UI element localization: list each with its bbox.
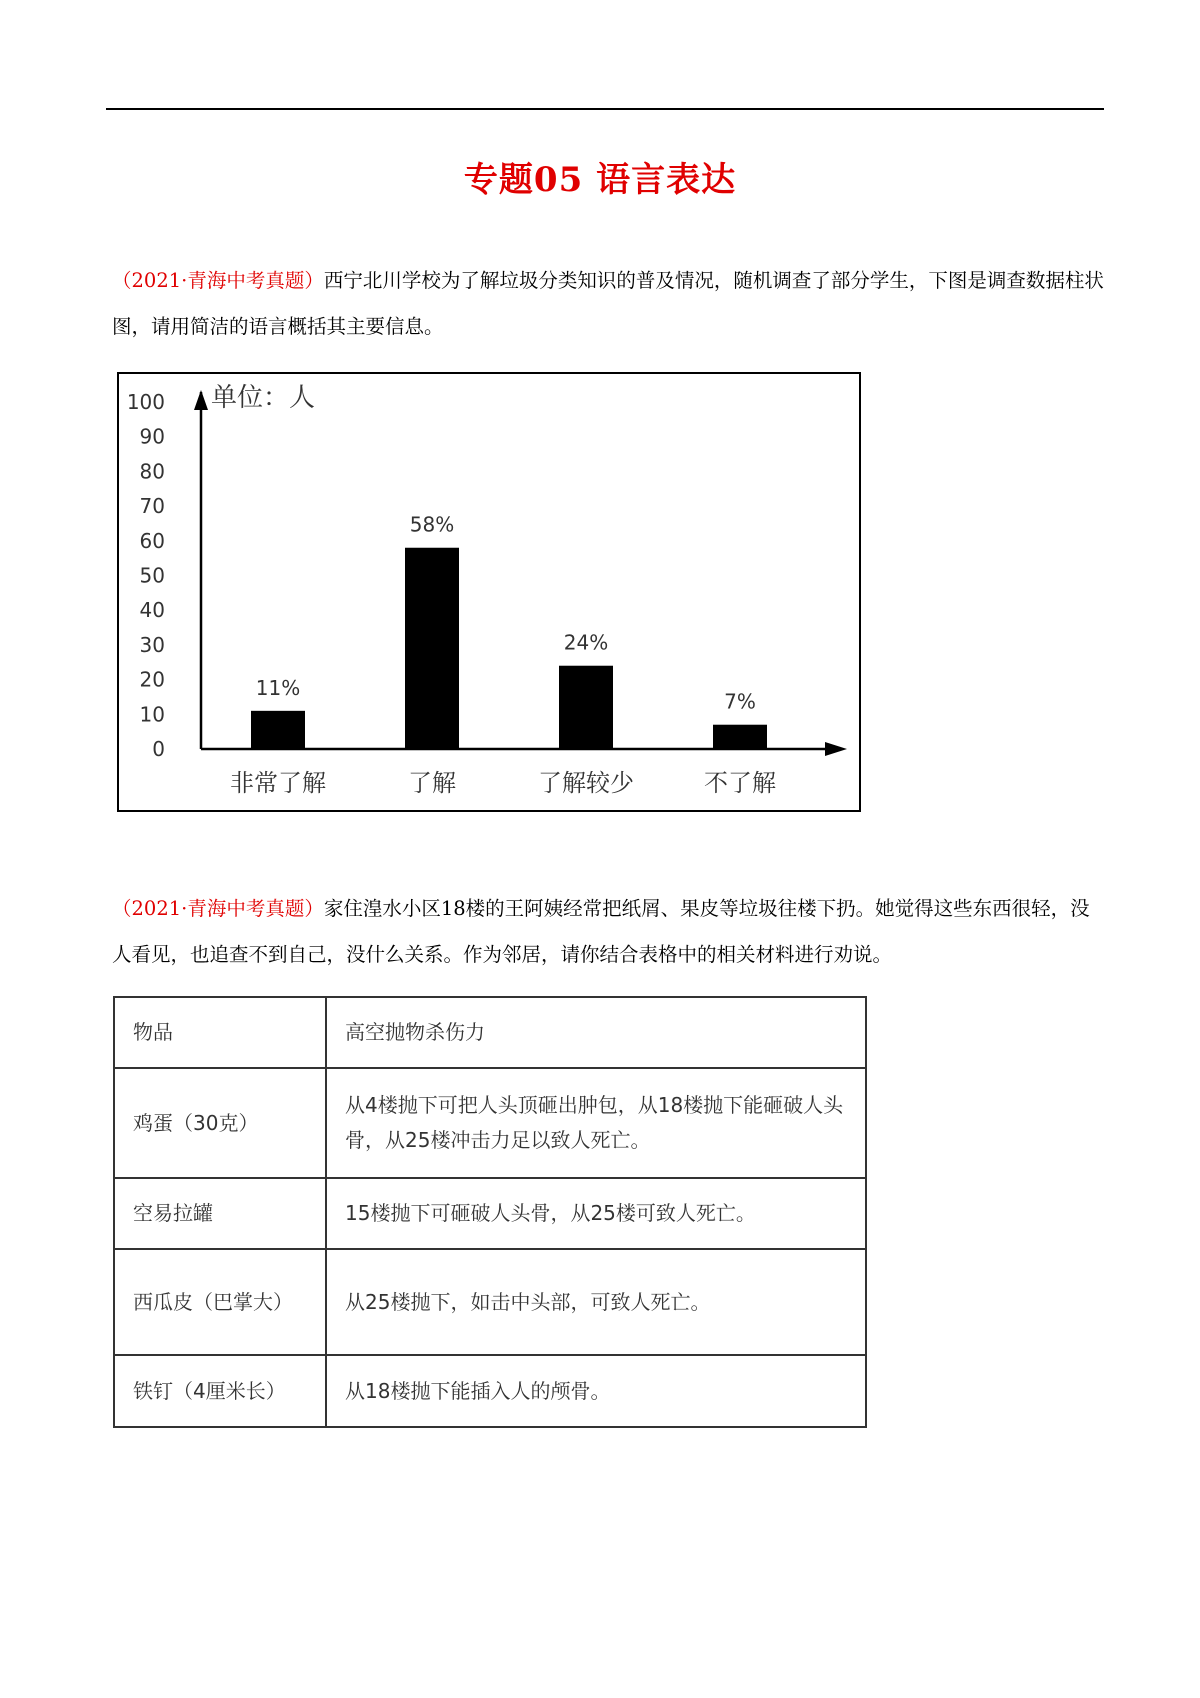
x-category-label: 非常了解 [230,769,326,797]
question-1 [112,258,1107,350]
y-tick-label: 50 [139,563,165,588]
table-header-row [114,997,866,1068]
y-tick-label: 0 [152,737,165,761]
bar-chart [117,372,861,812]
table-cell-lethality: 从4楼抛下可把人头顶砸出肿包，从18楼抛下能砸破人头骨，从25楼冲击力足以致人死亡。 [326,1068,866,1178]
x-category-label: 不了解 [704,769,776,797]
y-unit-label: 单位：人 [211,383,316,413]
table-row [114,1068,866,1178]
table-header-lethality: 高空抛物杀伤力 [326,997,866,1068]
y-tick-label: 20 [139,667,165,692]
y-tick-label: 80 [139,459,165,484]
table-row [114,1178,866,1249]
question-2-text: 家住湟水小区18楼的王阿姨经常把纸屑、果皮等垃圾往楼下扔。她觉得这些东西很轻，没人看见，也追查不到自己，没什么关系。作为邻居，请你结合表格中的相关材料进行劝说。 [112,897,1090,966]
table-row [114,1249,866,1355]
bar-data-label: 7% [724,689,756,714]
bar [405,548,459,749]
y-tick-label: 70 [139,494,165,519]
header-rule [106,108,1104,110]
y-axis-arrow [194,390,208,410]
table-cell-item: 西瓜皮（巴掌大） [114,1249,326,1355]
y-tick-label: 100 [126,390,165,414]
bar-data-label: 11% [255,675,301,700]
table-header-item: 物品 [114,997,326,1068]
bar [713,725,767,749]
y-tick-label: 60 [139,528,165,553]
y-tick-label: 10 [139,702,165,727]
bar [559,666,613,749]
table-cell-item: 空易拉罐 [114,1178,326,1249]
table-cell-lethality: 从18楼抛下能插入人的颅骨。 [326,1355,866,1427]
x-category-label: 了解较少 [538,769,634,797]
y-tick-label: 40 [139,598,165,623]
table-cell-item: 鸡蛋（30克） [114,1068,326,1178]
page-title: 专题05 语言表达 [463,160,737,200]
table-cell-lethality: 15楼抛下可砸破人头骨，从25楼可致人死亡。 [326,1178,866,1249]
question-2-source: （2021·青海中考真题） [112,897,324,920]
x-axis-arrow [825,742,847,756]
table-row [114,1355,866,1427]
question-1-text: 西宁北川学校为了解垃圾分类知识的普及情况，随机调查了部分学生，下图是调查数据柱状图，请用简洁的语言概括其主要信息。 [112,269,1104,338]
bar-chart-svg [119,374,859,810]
bar [251,711,305,749]
y-tick-label: 30 [139,632,165,657]
table-cell-lethality: 从25楼抛下，如击中头部，可致人死亡。 [326,1249,866,1355]
x-category-label: 了解 [408,769,456,797]
question-2 [112,886,1107,978]
table-cell-item: 铁钉（4厘米长） [114,1355,326,1427]
y-tick-label: 90 [139,424,165,449]
bar-data-label: 58% [409,512,455,537]
bar-data-label: 24% [563,630,609,655]
question-1-source: （2021·青海中考真题） [112,269,324,292]
lethality-table [113,996,867,1428]
